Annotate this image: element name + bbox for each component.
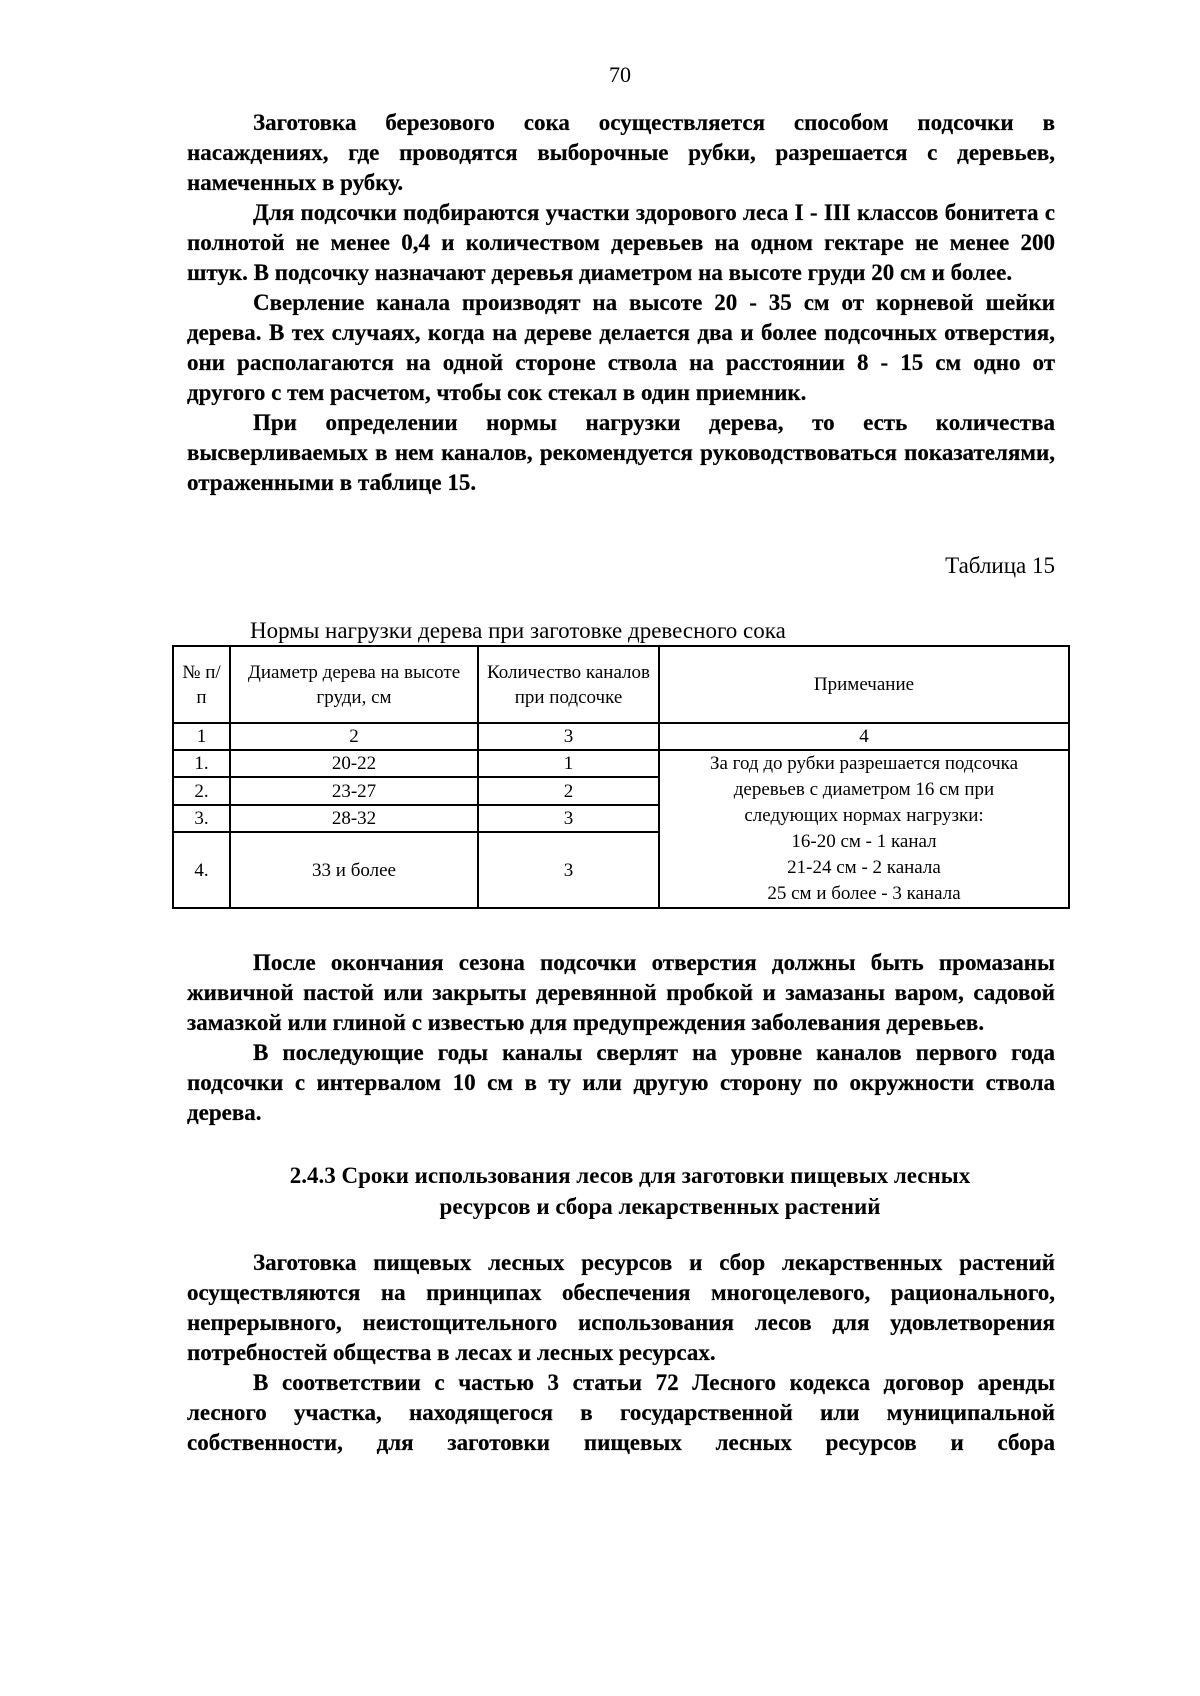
heading-line: 2.4.3 Сроки использования лесов для заготовки пищевых лесных [289, 1163, 971, 1188]
paragraph: После окончания сезона подсочки отверстия должны быть промазаны живичной пастой или закрыты деревянной пробкой и замазаны варом, садовой замазкой или глиной с известью для предупреждения заболевания деревьев. [187, 950, 1055, 1035]
paragraph: Заготовка березового сока осуществляется способом подсочки в насаждениях, где проводятся выборочные рубки, разрешается с деревьев, намеченных в рубку. [187, 110, 1055, 195]
cell: 20-22 [230, 750, 478, 777]
note-line: 25 см и более - 3 канала [767, 883, 961, 904]
cell: 3 [478, 832, 659, 908]
table-caption: Таблица 15 [945, 553, 1055, 578]
cell: 1 [173, 723, 230, 750]
paragraph: Заготовка пищевых лесных ресурсов и сбор лекарственных растений осуществляются на принципах обеспечения многоцелевого, рационального, непрерывного, неистощительного использования лесов для удовлетворения потребностей общества в лесах и лесных ресурсах. [187, 1250, 1055, 1365]
note-line: 16-20 см - 1 канал [791, 831, 937, 852]
table-numbering-row [173, 723, 1069, 750]
cell: 2. [173, 777, 230, 804]
cell: 1 [478, 750, 659, 777]
note-line: деревьев с диаметром 16 см при [733, 779, 995, 800]
table-row [173, 750, 1069, 777]
section-heading [230, 1160, 1030, 1222]
cell: 1. [173, 750, 230, 777]
note-line: следующих нормах нагрузки: [744, 805, 984, 826]
cell: 23-27 [230, 777, 478, 804]
table-title: Нормы нагрузки дерева при заготовке древесного сока [250, 618, 786, 643]
paragraph: В соответствии с частью 3 статьи 72 Лесного кодекса договор аренды лесного участка, находящегося в государственной или муниципальной собственности, для заготовки пищевых лесных ресурсов и сбора [187, 1370, 1055, 1455]
heading-line: ресурсов и сбора лекарственных растений [439, 1194, 881, 1219]
page-number: 70 [609, 62, 631, 87]
paragraph: Для подсочки подбираются участки здорового леса I - III классов бонитета с полнотой не менее 0,4 и количеством деревьев на одном гектаре не менее 200 штук. В подсочку назначают деревья диаметром на высоте груди 20 см и более. [187, 200, 1055, 285]
cell: 3 [478, 805, 659, 832]
paragraph: В последующие годы каналы сверлят на уровне каналов первого года подсочки с интервалом 10 см в ту или другую сторону по окружности ствола дерева. [187, 1040, 1055, 1125]
cell: 4 [659, 723, 1069, 750]
text-block-mid [187, 948, 1055, 1128]
cell: 33 и более [230, 832, 478, 908]
text-block-top [187, 108, 1055, 498]
header-cell: № п/п [173, 646, 230, 723]
paragraph: Сверление канала производят на высоте 20 - 35 см от корневой шейки дерева. В тех случаях, когда на дереве делается два и более подсочных отверстия, они располагаются на одной стороне ствола на расстоянии 8 - 15 см одно от другого с тем расчетом, чтобы сок стекал в один приемник. [187, 290, 1055, 405]
cell: 2 [230, 723, 478, 750]
cell: 28-32 [230, 805, 478, 832]
cell: 4. [173, 832, 230, 908]
text-block-bottom [187, 1248, 1055, 1458]
header-cell: Количество каналов при подсочке [478, 646, 659, 723]
paragraph: При определении нормы нагрузки дерева, то есть количества высверливаемых в нем каналов, рекомендуется руководствоваться показателями, отраженными в таблице 15. [187, 410, 1055, 495]
header-cell: Примечание [659, 646, 1069, 723]
note-cell [659, 750, 1069, 908]
note-line: За год до рубки разрешается подсочка [709, 753, 1019, 774]
note-line: 21-24 см - 2 канала [787, 857, 941, 878]
header-cell: Диаметр дерева на высоте груди, см [230, 646, 478, 723]
cell: 3. [173, 805, 230, 832]
cell: 3 [478, 723, 659, 750]
cell: 2 [478, 777, 659, 804]
load-norms-table [172, 645, 1070, 909]
table-header-row [173, 646, 1069, 723]
